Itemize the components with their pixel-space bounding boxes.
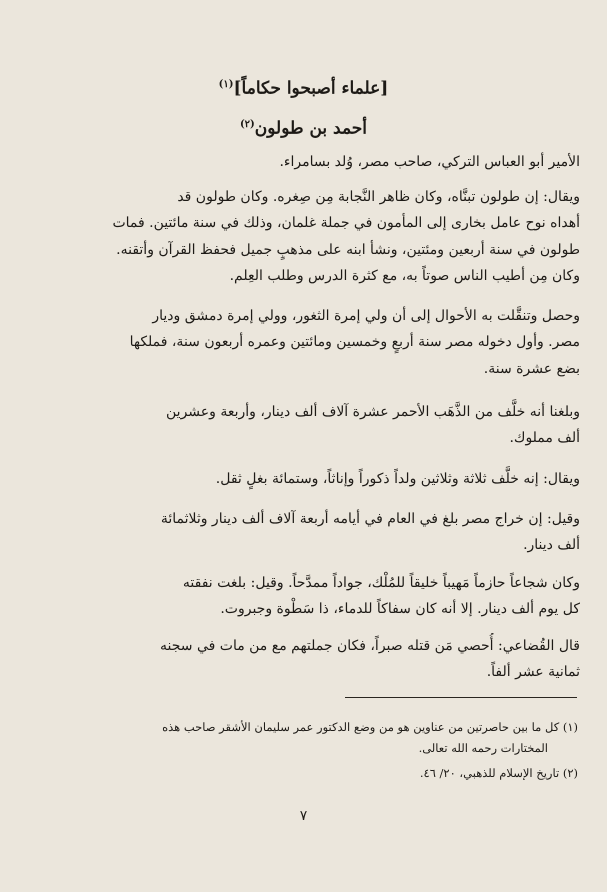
- text-line: طولون في سنة أربعين ومئتين، ونشأ ابنه على مذهبٍ جميل فحفظ القرآن وأتقنه.: [116, 241, 580, 258]
- paragraph-tax: [35, 506, 580, 559]
- text-line: قال القُضاعي: أُحصي مَن قتله صبراً، فكان جملتهم مع من مات في سجنه: [160, 638, 580, 654]
- text-line: ثمانية عشر ألفاً.: [486, 664, 580, 681]
- text-line: وحصل وتنقَّلت به الأحوال إلى أن ولي إمرة الثغور، وولي إمرة دمشق وديار: [152, 308, 580, 324]
- section-heading-note: (١): [218, 79, 234, 90]
- footnote-divider: [345, 697, 577, 698]
- text-line: وكان شجاعاً حازماً مَهيباً خليقاً للمُلْك، جواداً ممدَّحاً. وقيل: بلغت نفقته: [182, 575, 580, 591]
- paragraph-children: [35, 466, 580, 492]
- paragraph-rule: [35, 303, 580, 382]
- page-number: ٧: [299, 808, 308, 824]
- paragraph-quote: [35, 633, 580, 686]
- text-line: أهداه نوح عامل بخارى إلى المأمون في جملة غلمان، وذلك في سنة مائتين. فمات: [112, 215, 580, 232]
- text-line: ويقال: إن طولون تبنَّاه، وكان ظاهر النَّجابة مِن صِغره. وكان طولون قد: [177, 189, 580, 205]
- paragraph-upbringing: [35, 184, 580, 290]
- paragraph-wealth: [35, 399, 580, 452]
- paragraph-character: [35, 570, 580, 623]
- text-line: وقيل: إن خراج مصر بلغ في العام في أيامه أربعة آلاف ألف دينار وثلاثمائة: [160, 511, 580, 527]
- subheading-text: أحمد بن طولون: [254, 118, 368, 139]
- paragraph-birth: [35, 149, 580, 175]
- text-line: وكان مِن أطيب الناس صوتاً به، مع كثرة الدرس وطلب العِلم.: [229, 268, 580, 285]
- text-line: كل يوم ألف دينار. إلا أنه كان سفاكاً للدماء، ذا سَطْوة وجبروت.: [220, 601, 580, 618]
- subheading: [0, 114, 607, 140]
- text-line: بضع عشرة سنة.: [483, 360, 580, 377]
- text-line: ألف مملوك.: [509, 430, 580, 447]
- text-line: ألف دينار.: [523, 537, 580, 554]
- footnote-1-continued: المختارات رحمه الله تعالى.: [418, 741, 548, 755]
- text-line: وبلغنا أنه خلَّف من الذَّهَب الأحمر عشرة آلاف ألف دينار، وأربعة وعشرين: [166, 404, 580, 420]
- text-line: ويقال: إنه خلَّف ثلاثة وثلاثين ولداً ذكوراً وإناثاً، وستمائة بغلٍ ثقل.: [215, 471, 580, 487]
- subheading-note: (٢): [239, 119, 255, 130]
- footnote-2: (٢) تاريخ الإسلام للذهبي، ٢٠/ ٤٦.: [419, 766, 578, 780]
- text-line: الأمير أبو العباس التركي، صاحب مصر، وُلد بسامراء.: [279, 154, 580, 170]
- text-line: مصر. وأول دخوله مصر سنة أربعٍ وخمسين ومائتين وعمره أربعون سنة، فملكها: [129, 334, 580, 351]
- section-heading: [0, 74, 607, 100]
- section-heading-text: [علماء أصبحوا حكاماً]: [233, 78, 389, 99]
- footnote-1: (١) كل ما بين حاصرتين من عناوين هو من وضع الدكتور عمر سليمان الأشقر صاحب هذه: [162, 720, 578, 734]
